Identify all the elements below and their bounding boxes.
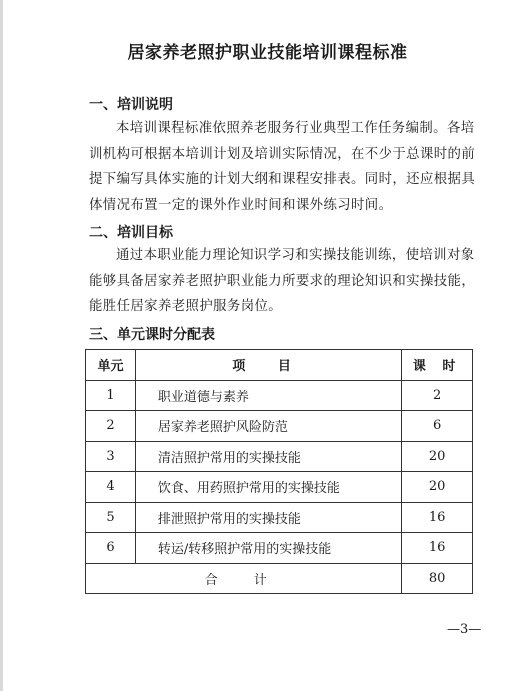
header-hours: 课 时 bbox=[402, 350, 473, 381]
cell-hours: 2 bbox=[402, 380, 473, 411]
cell-total-hours: 80 bbox=[402, 563, 473, 594]
cell-hours: 16 bbox=[402, 502, 473, 533]
cell-hours: 20 bbox=[402, 441, 473, 472]
section-heading-unit-hours-table: 三、单元课时分配表 bbox=[89, 327, 215, 343]
cell-unit: 1 bbox=[86, 380, 136, 411]
cell-hours: 16 bbox=[402, 533, 473, 564]
table-row bbox=[86, 533, 473, 564]
table-header-row bbox=[86, 350, 473, 381]
document-title: 居家养老照护职业技能培训课程标准 bbox=[127, 43, 408, 63]
table-row bbox=[86, 411, 473, 442]
cell-item: 转运/转移照护常用的实操技能 bbox=[135, 533, 401, 564]
cell-item: 清洁照护常用的实操技能 bbox=[135, 441, 401, 472]
paragraph-line: 通过本职业能力理论知识学习和实操技能训练，使培训对象 bbox=[116, 248, 475, 263]
table-row bbox=[86, 441, 473, 472]
cell-item: 排泄照护常用的实操技能 bbox=[135, 502, 401, 533]
cell-hours: 20 bbox=[402, 472, 473, 503]
section-heading-training-description: 一、培训说明 bbox=[89, 97, 173, 113]
table-row bbox=[86, 380, 473, 411]
cell-total-label: 合 计 bbox=[86, 563, 402, 594]
paragraph-line: 训机构可根据本培训计划及培训实际情况，在不少于总课时的前 bbox=[89, 146, 476, 162]
paragraph-line: 能胜任居家养老照护服务岗位。 bbox=[89, 299, 283, 314]
cell-unit: 2 bbox=[86, 411, 136, 442]
header-unit: 单元 bbox=[86, 350, 136, 381]
paragraph-line: 本培训课程标准依照养老服务行业典型工作任务编制。各培 bbox=[116, 121, 475, 136]
table-row bbox=[86, 502, 473, 533]
cell-item: 饮食、用药照护常用的实操技能 bbox=[135, 472, 401, 503]
cell-unit: 3 bbox=[86, 441, 136, 472]
section-heading-training-goal: 二、培训目标 bbox=[89, 225, 173, 241]
cell-item: 居家养老照护风险防范 bbox=[135, 411, 401, 442]
cell-unit: 4 bbox=[86, 472, 136, 503]
cell-hours: 6 bbox=[402, 411, 473, 442]
cell-unit: 6 bbox=[86, 533, 136, 564]
paragraph-line: 能够具备居家养老照护职业能力所要求的理论知识和实操技能， bbox=[89, 273, 476, 289]
table-row bbox=[86, 472, 473, 503]
section-paragraph-training-description bbox=[89, 116, 476, 218]
section-paragraph-training-goal bbox=[89, 243, 476, 320]
paragraph-line: 体情况布置一定的课外作业时间和课外练习时间。 bbox=[89, 197, 393, 213]
unit-hours-table bbox=[85, 349, 473, 594]
table-total-row bbox=[86, 563, 473, 594]
cell-unit: 5 bbox=[86, 502, 136, 533]
cell-item: 职业道德与素养 bbox=[135, 380, 401, 411]
page-number: —3— bbox=[447, 622, 482, 637]
header-item: 项 目 bbox=[135, 350, 401, 381]
paragraph-line: 提下编写具体实施的计划大纲和课程安排表。同时，还应根据具 bbox=[89, 172, 476, 187]
